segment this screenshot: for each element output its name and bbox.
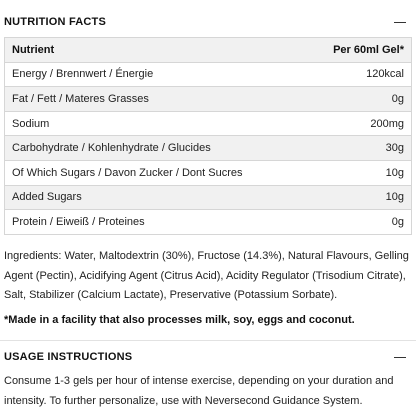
nutrient-value: 0g xyxy=(306,87,411,112)
table-row xyxy=(5,111,412,136)
section-divider xyxy=(0,340,416,341)
nutrient-name: Carbohydrate / Kohlenhydrate / Glucides xyxy=(5,136,307,161)
table-row xyxy=(5,185,412,210)
nutrient-name: Fat / Fett / Materes Grasses xyxy=(5,87,307,112)
nutrition-facts-header[interactable] xyxy=(0,14,416,30)
usage-instructions-title: USAGE INSTRUCTIONS xyxy=(4,351,133,363)
table-header-row xyxy=(5,38,412,63)
table-row xyxy=(5,62,412,87)
nutrient-value: 200mg xyxy=(306,111,411,136)
nutrient-name: Sodium xyxy=(5,111,307,136)
nutrient-value: 120kcal xyxy=(306,62,411,87)
nutrient-value: 30g xyxy=(306,136,411,161)
table-row xyxy=(5,160,412,185)
nutrient-name: Energy / Brennwert / Énergie xyxy=(5,62,307,87)
facility-note: *Made in a facility that also processes milk, soy, eggs and coconut. xyxy=(4,314,355,326)
nutrient-column-header: Nutrient xyxy=(5,38,307,63)
table-row xyxy=(5,136,412,161)
nutrition-facts-title: NUTRITION FACTS xyxy=(4,16,106,28)
ingredients-text: Ingredients: Water, Maltodextrin (30%), Fructose (14.3%), Natural Flavours, Gelling Agent (Pectin), Acidifying Agent (Citrus Acid), Acidity Regulator (Trisodium Citrate), Salt, Stabilizer (Calcium Lactate), Preservative (Potassium Sorbate). xyxy=(4,250,409,301)
usage-instructions-header[interactable] xyxy=(0,349,416,365)
collapse-minus-icon[interactable] xyxy=(394,16,406,28)
nutrition-table xyxy=(4,37,412,235)
nutrient-value: 10g xyxy=(306,160,411,185)
nutrient-name: Protein / Eiweiß / Proteines xyxy=(5,210,307,235)
nutrient-value: 10g xyxy=(306,185,411,210)
collapse-minus-icon[interactable] xyxy=(394,351,406,363)
table-row xyxy=(5,87,412,112)
nutrient-value: 0g xyxy=(306,210,411,235)
nutrient-name: Added Sugars xyxy=(5,185,307,210)
usage-instructions-text: Consume 1-3 gels per hour of intense exercise, depending on your duration and intensity. To further personalize, use with Neversecond Guidance System. xyxy=(4,375,394,407)
amount-column-header: Per 60ml Gel* xyxy=(306,38,411,63)
table-row xyxy=(5,210,412,235)
nutrient-name: Of Which Sugars / Davon Zucker / Dont Sucres xyxy=(5,160,307,185)
